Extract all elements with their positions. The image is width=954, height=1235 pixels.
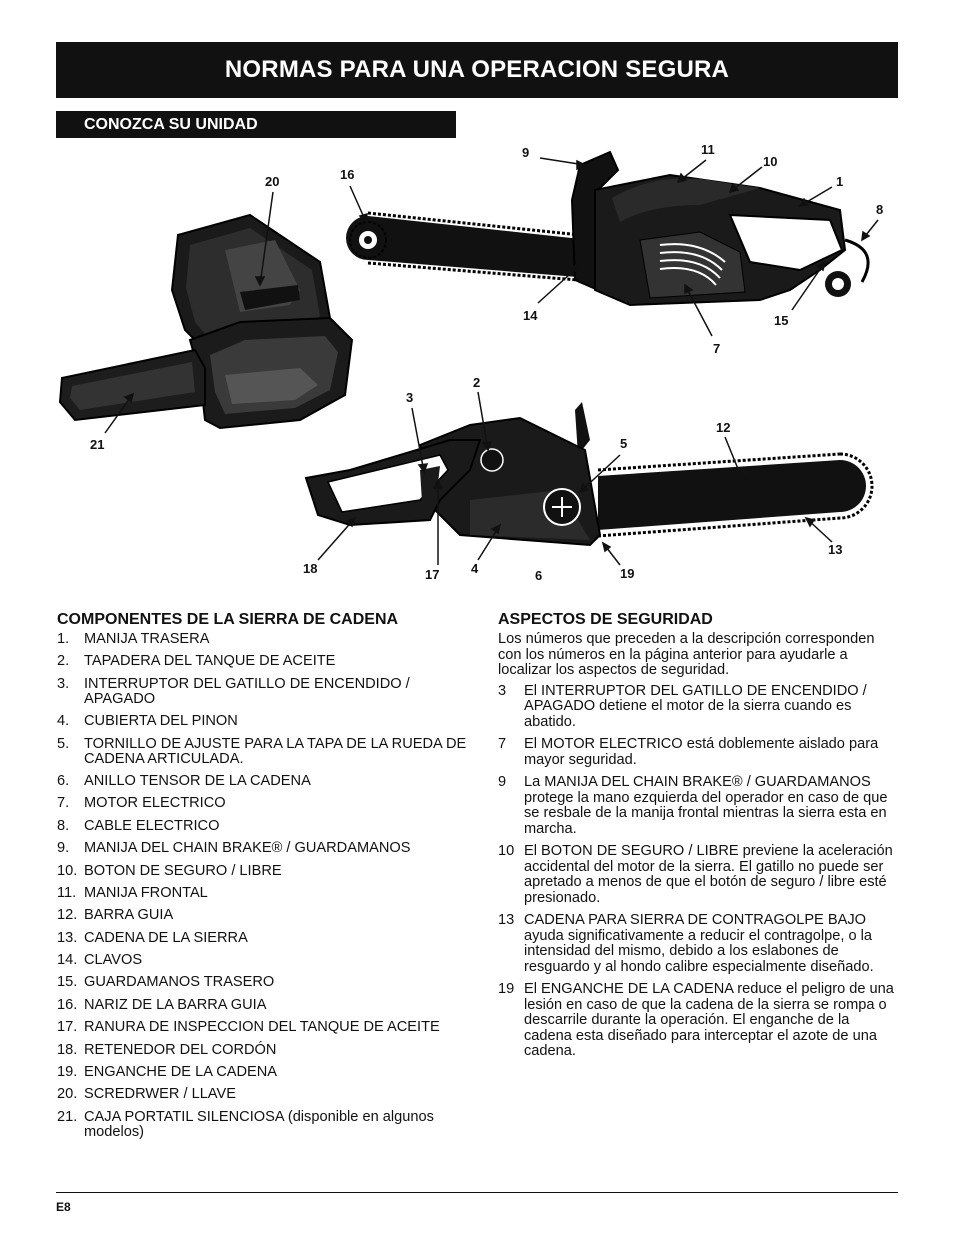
callout-18: 18 (303, 561, 318, 576)
list-item: 5. TORNILLO DE AJUSTE PARA LA TAPA DE LA RUEDA DE CADENA ARTICULADA. (57, 735, 467, 767)
callout-10: 10 (763, 154, 778, 169)
callout-15: 15 (774, 313, 789, 328)
list-item: 1. MANIJA TRASERA (57, 631, 210, 647)
callout-11: 11 (701, 142, 715, 157)
footer-divider (56, 1192, 898, 1193)
callout-20: 20 (265, 174, 280, 189)
list-item: 14. CLAVOS (57, 952, 143, 969)
list-item: 6. ANILLO TENSOR DE LA CADENA (57, 772, 311, 789)
callout-13: 13 (828, 542, 843, 557)
aspects-section (498, 611, 900, 1067)
carrying-case (60, 215, 352, 428)
list-item: 7. MOTOR ELECTRICO (57, 795, 226, 812)
components-heading: COMPONENTES DE LA SIERRA DE CADENA (57, 611, 399, 628)
aspects-intro: Los números que preceden a la descripción corresponden con los números en la página anterior para ayudarle a localizar los aspectos de seguridad. (498, 631, 875, 678)
list-item: 17. RANURA DE INSPECCION DEL TANQUE DE ACEITE (57, 1019, 440, 1036)
list-item: 19. ENGANCHE DE LA CADENA (57, 1064, 278, 1081)
callout-14: 14 (523, 308, 538, 323)
list-item: 13. CADENA DE LA SIERRA (57, 929, 248, 946)
callout-1: 1 (836, 174, 844, 189)
callout-7: 7 (713, 341, 721, 356)
aspects-list (498, 684, 900, 1060)
list-item: 19 El ENGANCHE DE LA CADENA reduce el peligro de una lesión en caso de que la cadena de la sierra se rompa o descarrile durante la operación. El enganche de la cadena esta diseñado para interceptar el azote de una cadena. (498, 981, 894, 1059)
aspects-heading: ASPECTOS DE SEGURIDAD (498, 611, 713, 628)
list-item: 15. GUARDAMANOS TRASERO (57, 974, 275, 991)
components-section (57, 611, 477, 1147)
callout-3: 3 (406, 390, 414, 405)
list-item: 13 CADENA PARA SIERRA DE CONTRAGOLPE BAJO ayuda significativamente a reducir el contragolpe, o la intensidad del mismo, debido a los eslabones de resguardo y al hondo calibre especialmente diseñado. (498, 912, 874, 975)
list-item: 7 El MOTOR ELECTRICO está doblemente aislado para mayor seguridad. (498, 736, 879, 768)
list-item: 21. CAJA PORTATIL SILENCIOSA (disponible en algunos modelos) (57, 1108, 434, 1140)
components-list (57, 632, 477, 1140)
callout-9: 9 (522, 145, 530, 160)
callout-6: 6 (535, 568, 543, 583)
list-item: 2. TAPADERA DEL TANQUE DE ACEITE (57, 653, 336, 670)
callout-21: 21 (90, 437, 105, 452)
list-item: 10. BOTON DE SEGURO / LIBRE (57, 862, 282, 879)
callout-12: 12 (716, 420, 731, 435)
callout-8: 8 (876, 202, 884, 217)
list-item: 16. NARIZ DE LA BARRA GUIA (57, 996, 267, 1013)
page-number: E8 (56, 1200, 71, 1214)
list-item: 3 El INTERRUPTOR DEL GATILLO DE ENCENDIDO / APAGADO detiene el motor de la sierra cuando es abatido. (498, 682, 867, 730)
section-title: CONOZCA SU UNIDAD (56, 111, 456, 138)
list-item: 4. CUBIERTA DEL PINON (57, 713, 238, 730)
list-item: 10 El BOTON DE SEGURO / LIBRE previene la aceleración accidental del motor de la sierra. El gatillo no puede ser apretado a menos de que el botón de seguro / libre esté presionado. (498, 843, 893, 906)
callout-16: 16 (340, 167, 355, 182)
list-item: 9. MANIJA DEL CHAIN BRAKE® / GUARDAMANOS (57, 840, 411, 857)
list-item: 3. INTERRUPTOR DEL GATILLO DE ENCENDIDO / APAGADO (57, 675, 410, 707)
callout-4: 4 (471, 561, 479, 576)
list-item: 8. CABLE ELECTRICO (57, 817, 220, 834)
list-item: 11. MANIJA FRONTAL (57, 884, 208, 901)
chainsaw-top-view (346, 152, 868, 305)
list-item: 18. RETENEDOR DEL CORDÓN (57, 1041, 277, 1058)
callout-19: 19 (620, 566, 635, 581)
page-title: NORMAS PARA UNA OPERACION SEGURA (56, 42, 898, 98)
chainsaw-diagram (0, 0, 954, 600)
callout-17: 17 (425, 567, 440, 582)
list-item: 20. SCREDRWER / LLAVE (57, 1086, 236, 1103)
chainsaw-side-view (306, 402, 872, 545)
callout-2: 2 (473, 375, 481, 390)
callout-5: 5 (620, 436, 628, 451)
list-item: 9 La MANIJA DEL CHAIN BRAKE® / GUARDAMANOS protege la mano ezquierda del operador en caso de que se resbale de la manija frontal mientras la sierra esta en marcha. (498, 774, 888, 837)
list-item: 12. BARRA GUIA (57, 907, 174, 924)
